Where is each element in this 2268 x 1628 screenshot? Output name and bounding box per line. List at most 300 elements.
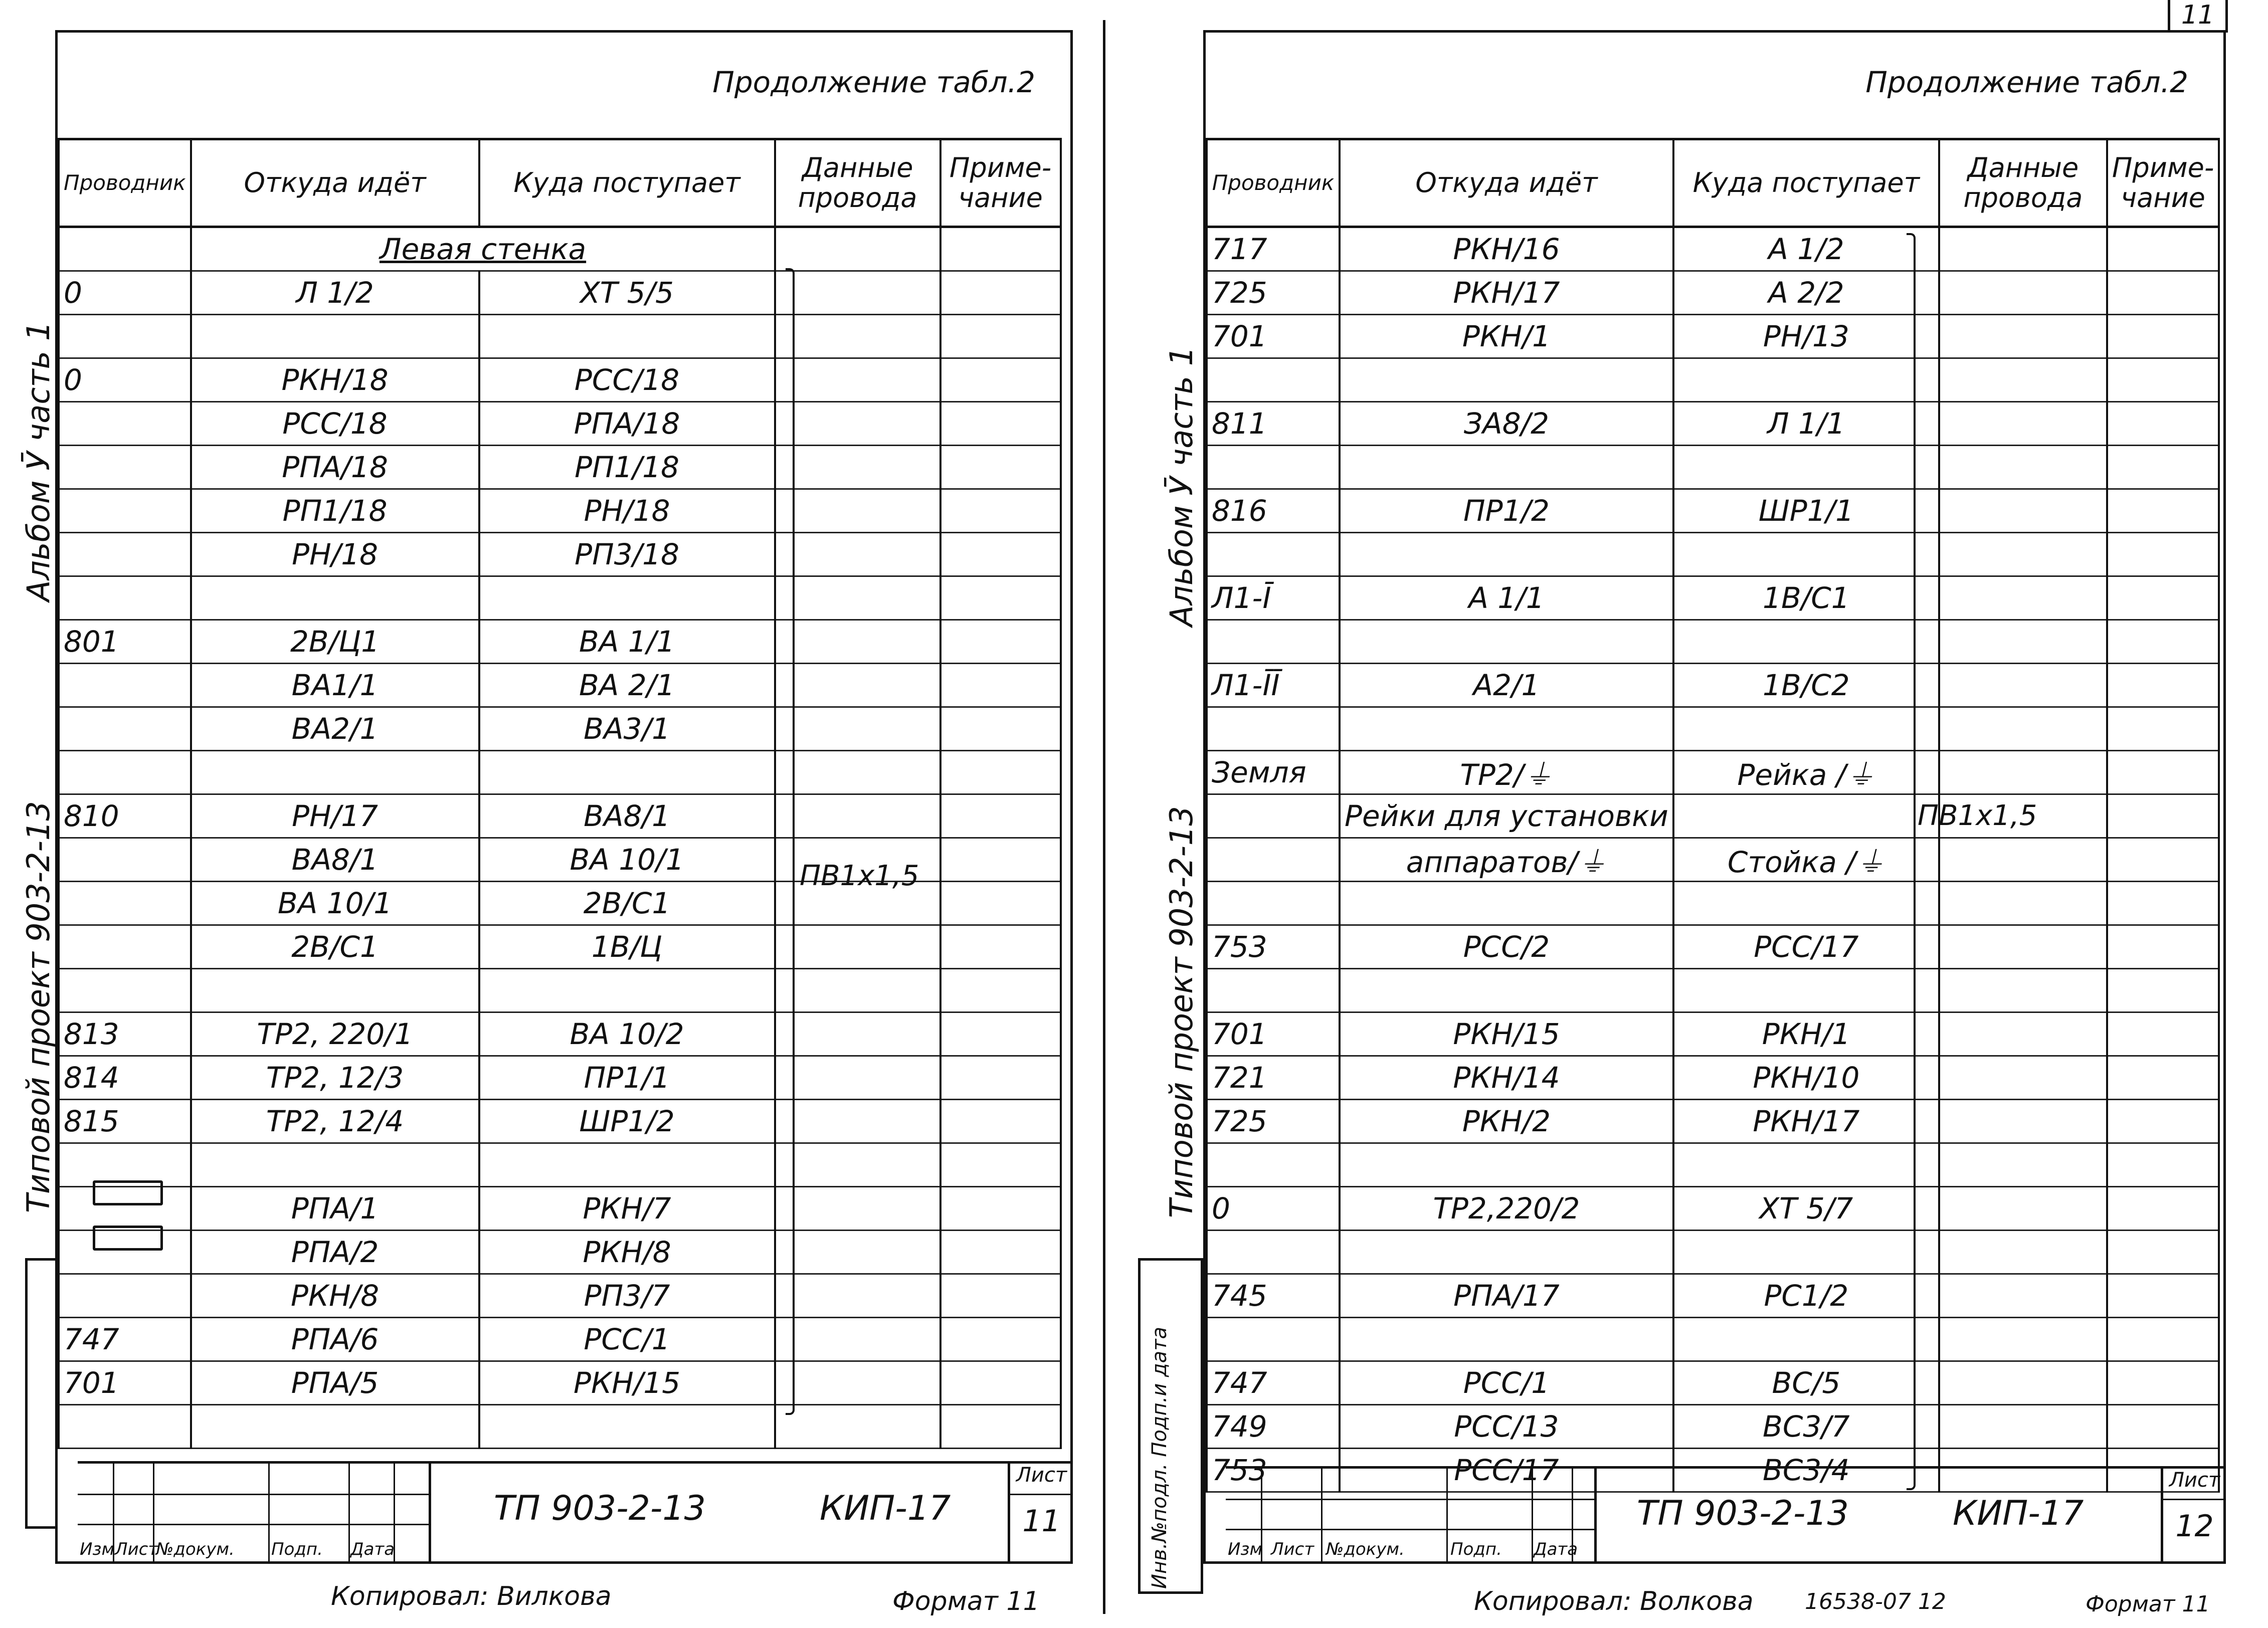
table-row [1207,358,2219,402]
cell-note [940,358,1061,402]
table-row [1207,576,2219,620]
cell-to: Л 1/1 [1673,402,1939,446]
table-row [1207,838,2219,882]
col-from: Откуда идёт [191,139,479,227]
cell-to: ШР1/2 [479,1100,775,1143]
cell-conductor [59,446,191,489]
side-album: Альбом Ӯ часть 1 [20,321,57,601]
cell-to: ХТ 5/7 [1673,1187,1939,1231]
cell-wire-data [1939,271,2107,315]
cell-note [940,838,1061,882]
cell-note [2107,1012,2219,1056]
cell-note [2107,402,2219,446]
cell-conductor [59,707,191,751]
cell-wire-data [1939,1143,2107,1187]
cell-note [940,1274,1061,1318]
table-row [59,925,1061,969]
cell-from: РПА/1 [191,1187,479,1231]
cell-from: ТР2, 12/4 [191,1100,479,1143]
cell-wire-data [1939,315,2107,358]
binding-stamp-text: Инв.№подл. Подп.и дата [1148,1326,1171,1589]
cell-to [479,1405,775,1449]
table-row [1207,315,2219,358]
cell-from: РКН/8 [191,1274,479,1318]
wire-data-brace [1907,233,1916,1490]
cell-wire-data [1939,925,2107,969]
cell-to [1673,1231,1939,1274]
cell-note [940,794,1061,838]
cell-conductor [59,969,191,1012]
cell-note [2107,1143,2219,1187]
table-row [59,446,1061,489]
table-row [1207,1318,2219,1361]
table-row [59,1143,1061,1187]
cell-wire-data [1939,838,2107,882]
cell-wire-data [775,707,940,751]
cell-note [2107,620,2219,664]
cell-conductor [1207,533,1340,576]
cell-from: РКН/16 [1340,227,1673,271]
table-row [1207,1274,2219,1318]
cell-from: РКН/17 [1340,271,1673,315]
cell-from [1340,358,1673,402]
cell-from: ТР2, 12/3 [191,1056,479,1100]
table-row [59,794,1061,838]
col-wire-data: Данные провода [1939,139,2107,227]
table-row [59,315,1061,358]
cell-conductor: Земля [1207,751,1340,794]
cell-wire-data [775,794,940,838]
title-block [1226,1466,2226,1561]
cell-from: РПА/17 [1340,1274,1673,1318]
table-row [1207,489,2219,533]
cell-conductor: 701 [1207,1012,1340,1056]
cell-wire-data [775,402,940,446]
stamp-label: Изм [1228,1539,1263,1559]
cell-conductor: 721 [1207,1056,1340,1100]
table-row [1207,1100,2219,1143]
cell-from: РКН/1 [1340,315,1673,358]
cell-to: ВА 2/1 [479,664,775,707]
cell-to: ВС3/4 [1673,1449,1939,1492]
cell-from [1340,882,1673,925]
left-binding-box [25,1258,58,1529]
cell-to: РКН/8 [479,1231,775,1274]
cell-conductor [1207,838,1340,882]
cell-to: РСС/18 [479,358,775,402]
cell-to [1673,707,1939,751]
wiring-table [58,138,1062,1449]
table-row [59,1012,1061,1056]
cell-from: РКН/15 [1340,1012,1673,1056]
table-header-row [1207,139,2219,227]
continuation-title: Продолжение табл.2 [1865,65,2188,99]
cell-to [479,576,775,620]
cell-wire-data [1939,358,2107,402]
cell-note [2107,1187,2219,1231]
table-row [59,1231,1061,1274]
cell-conductor: 725 [1207,1100,1340,1143]
cell-wire-data [775,664,940,707]
cell-from: 2В/Ц1 [191,620,479,664]
table-row [59,664,1061,707]
table-row [59,1274,1061,1318]
cell-note [2107,576,2219,620]
stamp-label: №докум. [1326,1539,1405,1559]
cell-from: РПА/6 [191,1318,479,1361]
cell-note [2107,533,2219,576]
cell-note [2107,1274,2219,1318]
cell-to: РС1/2 [1673,1274,1939,1318]
cell-conductor: 811 [1207,402,1340,446]
cell-note [940,925,1061,969]
cell-from: ВА2/1 [191,707,479,751]
table-row [59,707,1061,751]
cell-wire-data [1939,1405,2107,1449]
cell-to: ШР1/1 [1673,489,1939,533]
cell-from: РСС/13 [1340,1405,1673,1449]
cell-to: ВА 10/1 [479,838,775,882]
cell-to: РП3/18 [479,533,775,576]
cell-to [1673,882,1939,925]
format: Формат 11 [892,1586,1040,1616]
cell-to: РПА/18 [479,402,775,446]
cell-wire-data [1939,882,2107,925]
cell-wire-data [1939,576,2107,620]
table-row [59,271,1061,315]
col-wire-data: Данные провода [775,139,940,227]
cell-conductor: 725 [1207,271,1340,315]
cell-from: РСС/17 [1340,1449,1673,1492]
sheet-number-box [2161,1469,2226,1561]
cell-note [2107,1231,2219,1274]
cell-from: А 1/1 [1340,576,1673,620]
cell-from: 2В/С1 [191,925,479,969]
cell-conductor: Л1-Ī [1207,576,1340,620]
cell-to [479,315,775,358]
cell-note [940,576,1061,620]
cell-note [940,271,1061,315]
cell-wire-data [775,1143,940,1187]
cell-conductor: 701 [59,1361,191,1405]
cell-conductor [59,576,191,620]
table-row [1207,969,2219,1012]
cell-note [940,533,1061,576]
cell-from: РКН/18 [191,358,479,402]
col-note: Приме-чание [2107,139,2219,227]
cell-conductor: Л1-ĪĪ [1207,664,1340,707]
cell-note [940,664,1061,707]
cell-from: ПР1/2 [1340,489,1673,533]
cell-conductor [1207,794,1340,838]
cell-wire-data [775,1361,940,1405]
cell-conductor [59,533,191,576]
table-row [59,1361,1061,1405]
cell-wire-data [775,969,940,1012]
cell-wire-data [775,358,940,402]
cell-conductor [1207,1143,1340,1187]
cell-conductor [1207,446,1340,489]
cell-from [191,576,479,620]
table-row [59,1405,1061,1449]
cell-wire-data [1939,402,2107,446]
cell-to: Рейка /⏚ [1673,751,1939,794]
cell-note [2107,1100,2219,1143]
cell-from: РН/17 [191,794,479,838]
cell-conductor: 749 [1207,1405,1340,1449]
cell-wire-data [1939,1012,2107,1056]
table-row [1207,1187,2219,1231]
cell-wire-data [775,1187,940,1231]
cell-from [1340,1318,1673,1361]
table-row [59,1318,1061,1361]
cell-to: ПР1/1 [479,1056,775,1100]
cell-from: ТР2, 220/1 [191,1012,479,1056]
cell-conductor [59,1274,191,1318]
wire-data-brace [786,268,795,1415]
cell-from: РП1/18 [191,489,479,533]
cell-conductor [1207,1231,1340,1274]
cell-conductor [59,664,191,707]
table-row [59,1187,1061,1231]
cell-wire-data [775,1231,940,1274]
section-row [59,227,1061,271]
cell-conductor [1207,1318,1340,1361]
cell-conductor [1207,969,1340,1012]
wiring-table [1206,138,2220,1493]
cell-to [1673,1318,1939,1361]
cell-from: ЗА8/2 [1340,402,1673,446]
marker-box [93,1226,163,1251]
cell-wire-data [775,1274,940,1318]
cell-from: ВА8/1 [191,838,479,882]
table-row [1207,1143,2219,1187]
section-title: Левая стенка [191,227,775,271]
cell-from [1340,1143,1673,1187]
cell-conductor: 815 [59,1100,191,1143]
cell-wire-data [775,489,940,533]
cell-wire-data [775,925,940,969]
table-row [1207,1231,2219,1274]
cell-wire-data [1939,1361,2107,1405]
cell-from [191,969,479,1012]
table-row [1207,794,2219,838]
cell-to: 1В/С1 [1673,576,1939,620]
stamp-grid [78,1464,431,1561]
table-row [1207,1405,2219,1449]
cell-to: РКН/17 [1673,1100,1939,1143]
order-number: 16538-07 12 [1805,1589,1946,1614]
col-note: Приме-чание [940,139,1061,227]
cell-note [940,489,1061,533]
cell-to: РН/13 [1673,315,1939,358]
cell-to: ВА3/1 [479,707,775,751]
cell-conductor [59,1405,191,1449]
table-row [1207,533,2219,576]
table-row [1207,446,2219,489]
cell-conductor: 0 [59,358,191,402]
side-project: Типовой проект 903-2-13 [1163,806,1200,1218]
table-row [1207,227,2219,271]
cell-note [940,1143,1061,1187]
cell-wire-data [775,1012,940,1056]
cell-from: ВА1/1 [191,664,479,707]
col-to: Куда поступает [1673,139,1939,227]
cell-to [479,751,775,794]
cell-wire-data [1939,1056,2107,1100]
cell-note [2107,271,2219,315]
cell-note [940,882,1061,925]
cell-conductor [59,882,191,925]
cell-conductor: 810 [59,794,191,838]
table-header-row [59,139,1061,227]
cell-from: РСС/1 [1340,1361,1673,1405]
sheet-label: Лист [2163,1469,2226,1500]
cell-to: ВА8/1 [479,794,775,838]
cell-conductor [1207,358,1340,402]
cell-to [1673,969,1939,1012]
cell-note [2107,315,2219,358]
table-row [1207,925,2219,969]
cell-wire-data [775,446,940,489]
title-block [78,1461,1073,1561]
cell-note [940,402,1061,446]
cell-conductor: 753 [1207,1449,1340,1492]
sheet-number: 11 [1022,1504,1061,1539]
cell-from [1340,533,1673,576]
cell-from [1340,707,1673,751]
left-sheet [55,30,1073,1564]
stamp-label: Подп. [271,1539,323,1559]
cell-to: РКН/1 [1673,1012,1939,1056]
cell-note [940,446,1061,489]
page-divider [1103,20,1105,1614]
cell-to: РСС/17 [1673,925,1939,969]
cell-from: аппаратов/⏚ [1340,838,1673,882]
cell-to: 1В/С2 [1673,664,1939,707]
cell-from [191,1405,479,1449]
stamp-label: Дата [350,1539,395,1559]
cell-note [940,751,1061,794]
cell-note [2107,664,2219,707]
cell-wire-data [1939,707,2107,751]
cell-wire-data [1939,533,2107,576]
col-from: Откуда идёт [1340,139,1673,227]
cell-to: ВС3/7 [1673,1405,1939,1449]
stamp-label: Лист [115,1539,158,1559]
cell-from: РПА/5 [191,1361,479,1405]
cell-note [940,1187,1061,1231]
cell-conductor [1207,620,1340,664]
cell-to [1673,620,1939,664]
sheet-number-box [1008,1464,1073,1561]
cell-from [1340,1231,1673,1274]
cell-to: РКН/15 [479,1361,775,1405]
table-row [1207,620,2219,664]
cell-wire-data [775,1405,940,1449]
cell-conductor: 747 [1207,1361,1340,1405]
cell-note [940,707,1061,751]
cell-conductor [59,751,191,794]
cell-to: ВА 10/2 [479,1012,775,1056]
table-row [59,1100,1061,1143]
cell-from: Рейки для установки [1340,794,1673,838]
cell-from [191,751,479,794]
doc-code: ТП 903-2-13 [494,1489,706,1528]
table-row [1207,1361,2219,1405]
cell-wire-data [1939,489,2107,533]
side-album: Альбом Ӯ часть 1 [1163,346,1200,627]
cell-note [940,315,1061,358]
cell-to: Стойка /⏚ [1673,838,1939,882]
cell-from [1340,620,1673,664]
cell-wire-data [1939,751,2107,794]
side-project: Типовой проект 903-2-13 [20,801,57,1213]
doc-part: КИП-17 [820,1489,951,1528]
cell-from: ТР2/⏚ [1340,751,1673,794]
format: Формат 11 [2086,1591,2210,1617]
cell-conductor [59,838,191,882]
cell-wire-data [1939,1187,2107,1231]
marker-box [93,1180,163,1205]
cell-wire-data [775,1100,940,1143]
table-row [1207,664,2219,707]
cell-note [2107,358,2219,402]
cell-from: Л 1/2 [191,271,479,315]
cell-conductor [59,925,191,969]
wire-data-note: ПВ1х1,5 [1918,799,2037,832]
cell-from: РПА/2 [191,1231,479,1274]
cell-conductor: 0 [1207,1187,1340,1231]
cell-from: РН/18 [191,533,479,576]
continuation-title: Продолжение табл.2 [712,65,1035,99]
cell-wire-data [775,1056,940,1100]
cell-to: РП1/18 [479,446,775,489]
cell-to: А 2/2 [1673,271,1939,315]
cell-note [2107,489,2219,533]
cell-note [2107,1361,2219,1405]
cell-conductor [59,402,191,446]
table-row [1207,882,2219,925]
cell-wire-data [775,315,940,358]
cell-note [2107,969,2219,1012]
cell-to: РКН/7 [479,1187,775,1231]
copied-by: Копировал: Волкова [1474,1586,1754,1616]
right-sheet [1203,30,2226,1564]
table-row [1207,271,2219,315]
table-row [59,576,1061,620]
cell-to: РП3/7 [479,1274,775,1318]
page-tab: 11 [2168,0,2228,33]
cell-note [940,1100,1061,1143]
cell-conductor: 813 [59,1012,191,1056]
cell-to [1673,1143,1939,1187]
cell-wire-data [775,271,940,315]
doc-part: КИП-17 [1953,1494,2084,1533]
cell-note [2107,925,2219,969]
cell-note [940,620,1061,664]
cell-note [2107,751,2219,794]
table-row [59,358,1061,402]
cell-to: РН/18 [479,489,775,533]
cell-note [940,1405,1061,1449]
cell-conductor: 801 [59,620,191,664]
cell-wire-data [1939,620,2107,664]
cell-note [2107,1405,2219,1449]
cell-from: РСС/2 [1340,925,1673,969]
cell-conductor: 701 [1207,315,1340,358]
cell-from: РСС/18 [191,402,479,446]
